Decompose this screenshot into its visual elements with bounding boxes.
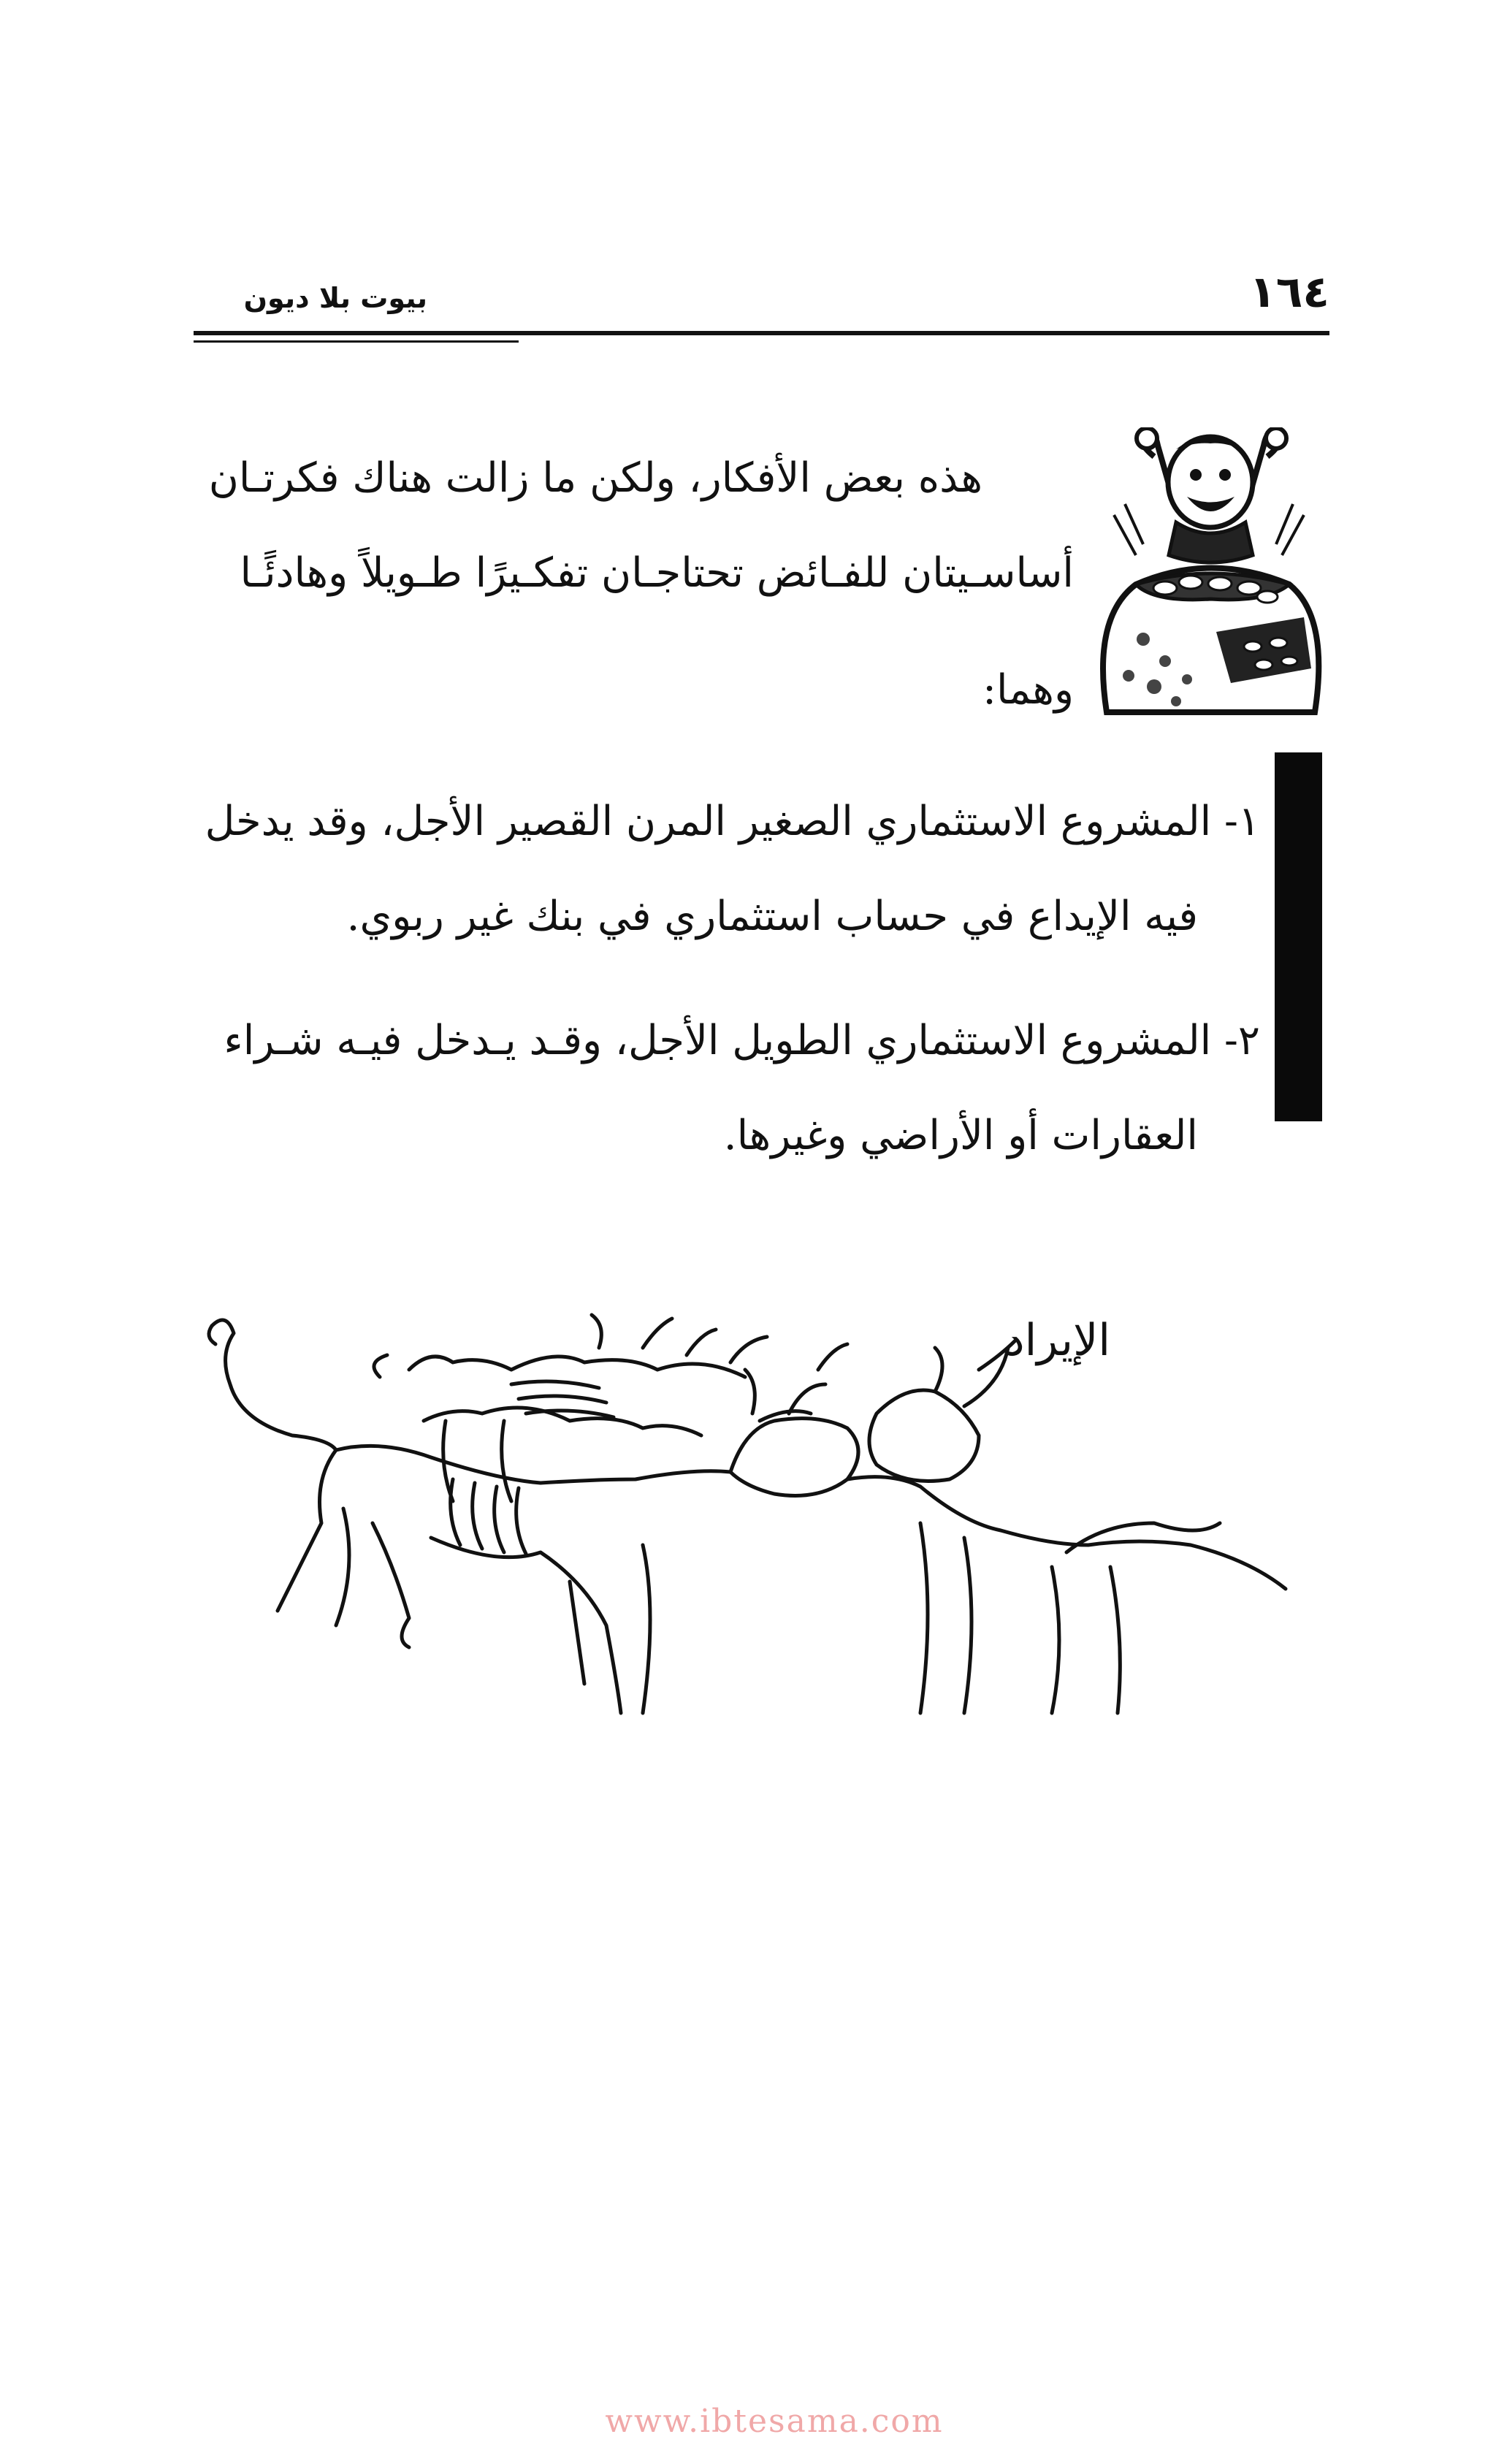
list-item-1-line-2: فيه الإيداع في حساب استثماري في بنك غير ربوي. [346,893,1198,940]
intro-line-2: أساسـيتان للفـائض تحتاجـان تفكـيرًا طـويلاً وهادئًـا [240,549,1074,597]
header-rule [194,331,1329,335]
footer-watermark: www.ibtesama.com [605,2403,944,2440]
money-bag-mascot-illustration [1085,427,1333,720]
header-rule-accent [194,340,519,343]
book-title: بيوت بلا ديون [243,282,427,314]
cartoon-caption: الإيراد [1004,1315,1110,1366]
intro-line-3: وهما: [982,666,1074,714]
list-item-1-line-1: ١- المشروع الاستثماري الصغير المرن القصير الأجل، وقد يدخل [205,798,1260,845]
list-side-bar [1275,752,1322,1121]
intro-line-1: هذه بعض الأفكار، ولكن ما زالت هناك فكرتـان [208,454,982,502]
list-item-2-line-2: العقارات أو الأراضي وغيرها. [723,1112,1198,1159]
list-item-2-line-1: ٢- المشروع الاستثماري الطويل الأجل، وقـد يـدخل فيـه شـراء [224,1017,1260,1064]
cows-cartoon-illustration [190,1304,1315,1815]
page-number: ١٦٤ [1249,267,1329,318]
